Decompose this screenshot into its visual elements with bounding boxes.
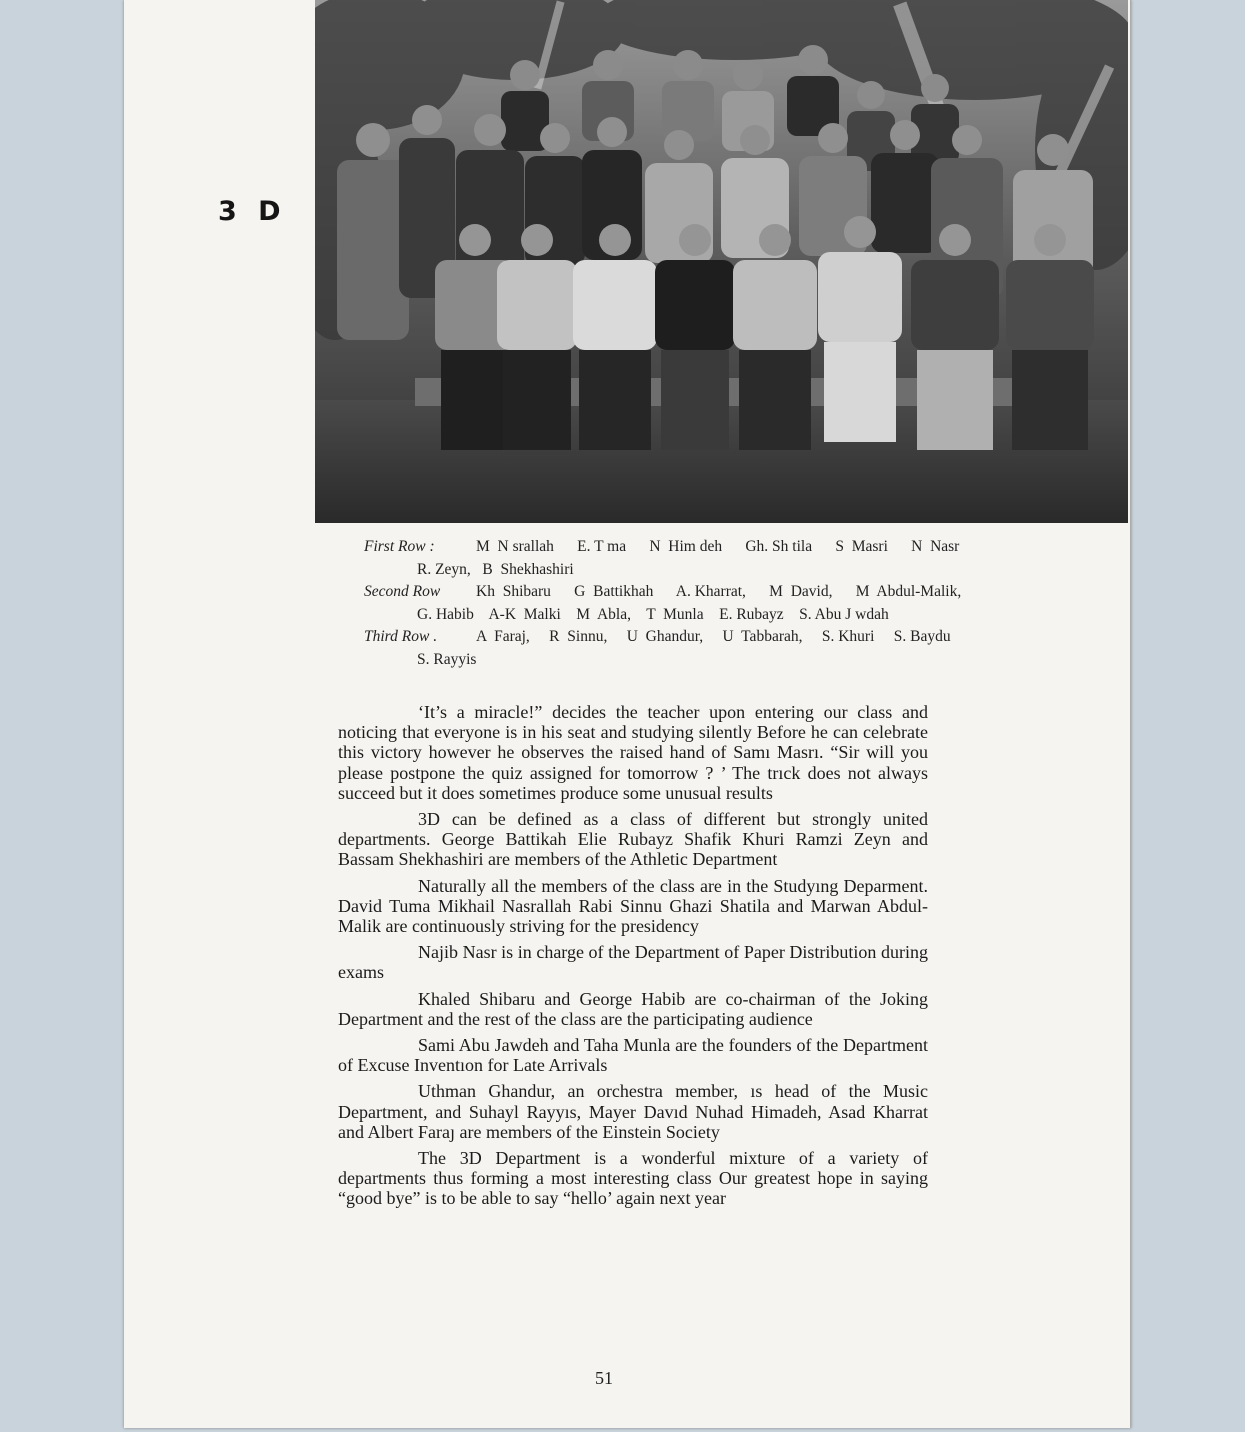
body-paragraph: Khaled Shibaru and George Habib are co-chairman of the Joking Department and the rest of the class are the participating audience xyxy=(338,988,928,1029)
caption-row-third xyxy=(364,626,1094,649)
yearbook-page xyxy=(124,0,1131,1428)
caption-row-continuation: S. Rayyis xyxy=(417,650,477,668)
body-paragraph: Uthman Ghandur, an orchestra member, ıs head of the Music Department, and Suhayl Rayyıs, Mayer Davıd Nuhad Himadeh, Asad Kharrat and Albert Faraȷ are members of the Einstein Society xyxy=(338,1081,928,1142)
article-body xyxy=(338,702,928,1215)
caption-row-continuation: R. Zeyn, B Shekhashiri xyxy=(417,560,574,578)
body-paragraph: Naturally all the members of the class are in the Studyıng Deparment. David Tuma Mikhail Nasrallah Rabi Sinnu Ghazi Shatila and Marwan Abdul-Malik are continuously striving for the presidency xyxy=(338,875,928,937)
body-paragraph: Najib Nasr is in charge of the Department of Paper Distribution during exams xyxy=(338,942,928,983)
caption-row-first xyxy=(364,536,1094,559)
caption-row-names: Kh Shibaru G Battikhah A. Kharrat, M David, M Abdul-Malik, xyxy=(476,583,962,600)
class-title: 3 D xyxy=(218,196,287,227)
caption-row-names: M N srallah E. T ma N Him deh Gh. Sh tila S Masri N Nasr xyxy=(476,538,960,555)
body-paragraph: ‘It’s a miracle!” decides the teacher upon entering our class and noticing that everyone is in his seat and studying silently Before he can celebrate this victory however he observes the raised hand of Samı Masrı. “Sir will you please postpone the quiz assigned for tomorrow ? ’ The trıck does not always succeed but it does sometimes produce some unusual results xyxy=(338,702,928,803)
page-number: 51 xyxy=(595,1368,613,1388)
caption-row-names: A Faraj, R Sinnu, U Ghandur, U Tabbarah, S. Khuri S. Baydu xyxy=(476,628,951,645)
caption-row-label: First Row : xyxy=(364,538,435,555)
body-paragraph: Sami Abu Jawdeh and Taha Munla are the founders of the Department of Excuse Inventıon for Late Arrivals xyxy=(338,1035,928,1076)
body-paragraph: The 3D Department is a wonderful mixture of a variety of departments thus forming a most interesting class Our greatest hope in saying “good bye” is to be able to say “hello’ again next year xyxy=(338,1148,928,1209)
caption-row-second xyxy=(364,581,1094,604)
caption-row-label: Third Row . xyxy=(364,628,438,645)
caption-row-label: Second Row xyxy=(364,583,441,600)
caption-row-continuation: G. Habib A-K Malki M Abla, T Munla E. Rubayz S. Abu J wdah xyxy=(417,605,889,623)
body-paragraph: 3D can be defined as a class of different but strongly united departments. George Battikah Elie Rubayz Shafik Khuri Ramzi Zeyn and Bassam Shekhashiri are members of the Athletic Department xyxy=(338,809,928,870)
class-group-photo xyxy=(315,0,1128,523)
photo-captions xyxy=(364,536,1094,671)
